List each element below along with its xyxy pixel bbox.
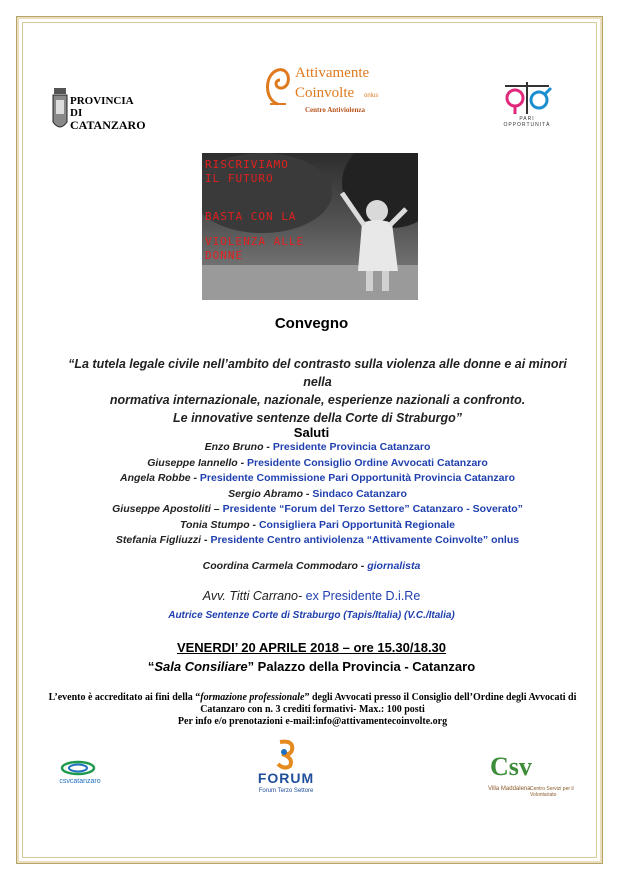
separator: -	[263, 441, 273, 453]
forum-name: FORUM	[257, 770, 315, 786]
photo-text-line4: VIOLENZA ALLE	[205, 235, 305, 248]
venue-name: Sala Consiliare	[154, 659, 248, 674]
forum-mark-icon	[250, 738, 322, 770]
attivamente-coinvolte-logo	[262, 64, 402, 116]
quote-line3: Le innovative sentenze della Corte di Straburgo”	[173, 411, 462, 425]
speaker-role: Presidente Consiglio Ordine Avvocati Catanzaro	[247, 456, 488, 469]
speaker-role: Consigliera Pari Opportunità Regionale	[258, 518, 455, 531]
separator: -	[303, 487, 313, 500]
saluti-row	[60, 487, 575, 503]
separator: -	[190, 472, 200, 484]
venue-prefix: “	[147, 659, 155, 674]
note-line1c: ” degli Avvocati presso il Consiglio dell’Ordine degli Avvocati di	[304, 692, 577, 703]
keynote-role: ex Presidente D.i.Re	[302, 589, 421, 603]
speaker-role: Presidente Centro antiviolenza “Attivamente Coinvolte” onlus	[210, 534, 520, 546]
saluti-row	[60, 502, 575, 518]
event-venue	[0, 659, 623, 674]
csv2-city: Villa Maddalena	[488, 786, 531, 792]
saluti-heading: Saluti	[293, 425, 330, 440]
attivamente-onlus: onlus	[364, 93, 379, 99]
page-title: Convegno	[274, 315, 349, 332]
separator: -	[237, 456, 247, 469]
note-line1a: L’evento è accreditato ai fini della “	[48, 692, 201, 703]
accreditation-notes	[40, 692, 585, 728]
photo-text-line1: RISCRIVIAMO	[205, 158, 289, 171]
saluti-row	[60, 518, 575, 534]
pari-opportunita-logo	[495, 78, 559, 126]
separator: –	[210, 503, 223, 515]
provincia-catanzaro-logo	[52, 88, 146, 134]
separator: -	[201, 534, 211, 546]
csv-text: csvcatanzaro	[59, 778, 101, 785]
speaker-role: Presidente “Forum del Terzo Settore” Catanzaro - Soverato”	[222, 503, 523, 515]
csv2-name: Csv	[490, 752, 532, 781]
crest-icon	[52, 88, 68, 132]
quote-line1: “La tutela legale civile nell’ambito del contrasto sulla violenza alle donne e ai minori nella	[68, 357, 567, 389]
saluti-row	[60, 533, 575, 549]
event-date	[0, 640, 623, 655]
speaker-name: Giuseppe Iannello	[147, 456, 238, 469]
spiral-icon	[262, 64, 292, 108]
event-time: – ore 15.30/18.30	[339, 640, 447, 655]
forum-subtitle: Forum Terzo Settore	[258, 788, 314, 794]
provincia-line2: CATANZARO	[70, 118, 146, 132]
photo-text-line2: IL FUTURO	[205, 172, 274, 185]
saluti-row	[60, 440, 575, 456]
forum-terzo-settore-logo	[250, 738, 322, 798]
speaker-name: Stefania Figliuzzi	[115, 534, 202, 546]
coordinator-label: Coordina Carmela Commodaro	[202, 560, 358, 572]
gender-scale-icon	[495, 78, 559, 116]
event-day: VENERDI’ 20 APRILE 2018	[176, 640, 340, 655]
attivamente-line2: Coinvolte	[295, 85, 355, 101]
speaker-role: Presidente Commissione Pari Opportunità Provincia Catanzaro	[199, 472, 515, 484]
speaker-name: Enzo Bruno	[204, 441, 264, 453]
keynote-subtitle: Autrice Sentenze Corte di Straburgo (Tapis/Italia) (V.C./Italia)	[168, 610, 455, 621]
separator: -	[249, 518, 259, 531]
speaker-role: Presidente Provincia Catanzaro	[272, 441, 431, 453]
speaker-name: Tonia Stumpo	[180, 518, 250, 531]
photo-text-line3: BASTA CON LA	[205, 210, 297, 223]
saluti-row	[60, 471, 575, 487]
saluti-list	[60, 440, 575, 549]
coordinator-line	[0, 560, 623, 572]
speaker-name: Sergio Abramo	[228, 487, 303, 500]
csv-swoosh-icon	[50, 758, 110, 778]
speaker-name: Giuseppe Apostoliti	[112, 503, 211, 515]
attivamente-line1: Attivamente	[295, 65, 370, 81]
pari-caption: PARI OPPORTUNITÀ	[503, 116, 551, 128]
note-line1b: formazione professionale	[200, 692, 305, 703]
csv-catanzaro-logo	[50, 758, 110, 788]
speaker-role: Sindaco Catanzaro	[312, 487, 407, 500]
conference-title-quote	[60, 355, 575, 427]
speaker-name: Angela Robbe	[119, 472, 191, 484]
attivamente-subtitle: Centro Antiviolenza	[305, 106, 365, 114]
quote-line2: normativa internazionale, nazionale, esperienze nazionali a confronto.	[109, 393, 526, 407]
separator: -	[357, 560, 368, 572]
venue-suffix: ” Palazzo della Provincia - Catanzaro	[247, 659, 476, 674]
csv-villa-maddalena-logo	[486, 748, 586, 804]
csv2-tagline: Centro Servizi per il Volontariato	[530, 786, 574, 798]
provincia-line1: PROVINCIA DI	[70, 95, 133, 119]
note-line2: Catanzaro con n. 3 crediti formativi- Max.: 100 posti	[200, 704, 425, 715]
keynote-line	[0, 589, 623, 603]
photo-text-line5: DONNE	[205, 249, 244, 262]
coordinator-role: giornalista	[367, 560, 421, 572]
note-line3: Per info e/o prenotazioni e-mail:info@attivamentecoinvolte.org	[177, 716, 448, 727]
campaign-photo	[202, 153, 418, 300]
keynote-name: Avv. Titti Carrano-	[202, 589, 303, 603]
saluti-row	[60, 456, 575, 472]
